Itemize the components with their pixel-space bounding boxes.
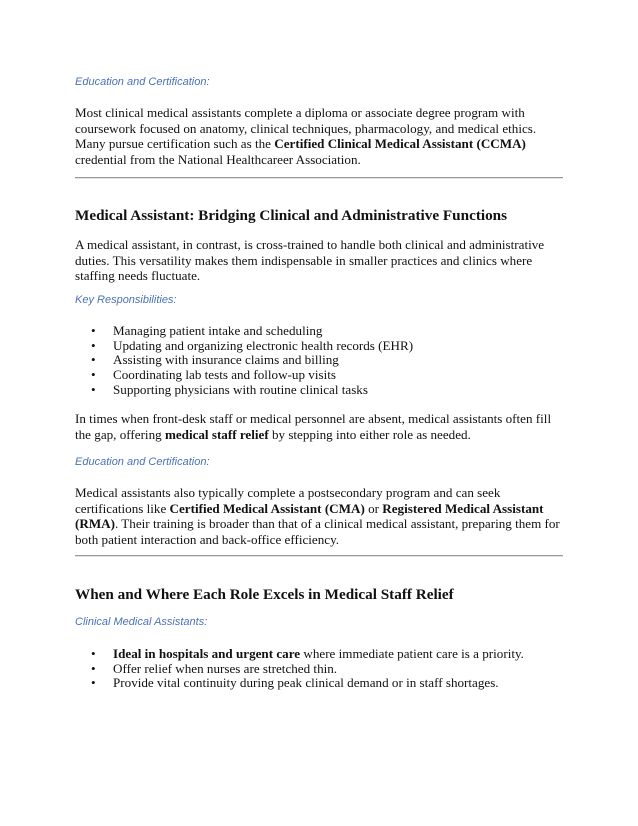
intro-paragraph: A medical assistant, in contrast, is cross-trained to handle both clinical and administrative duties. This versatility makes them indispensable in smaller practices and clinics where staffing needs fluctuate.	[75, 237, 545, 283]
list-item: • Updating and organizing electronic health records (EHR)	[91, 337, 414, 353]
list-item: • Assisting with insurance claims and billing	[91, 352, 339, 368]
bullet-icon: •	[91, 367, 96, 383]
list-item: • Ideal in hospitals and urgent care where immediate patient care is a priority.	[91, 646, 524, 661]
staff-relief-paragraph: In times when front-desk staff or medical personnel are absent, medical assistants often fill the gap, offering medical staff relief by stepping into either role as needed.	[75, 411, 552, 442]
list-item: • Provide vital continuity during peak clinical demand or in staff shortages.	[91, 675, 499, 691]
education-subheading: Education and Certification:	[75, 76, 210, 88]
ccma-paragraph: Most clinical medical assistants complete a diploma or associate degree program with coursework focused on anatomy, clinical techniques, pharmacology, and medical ethics. Many pursue certification such as the Certified Clinical Medical Assistant (CCMA) credential from the National Healthcareer Association.	[75, 105, 537, 167]
certification-paragraph: Medical assistants also typically complete a postsecondary program and can seek certifications like Certified Medical Assistant (CMA) or Registered Medical Assistant (RMA). Their training is broader than that of a clinical medical assistant, preparing them for both patient interaction and back-office efficiency.	[75, 485, 560, 547]
bullet-icon: •	[91, 337, 96, 353]
education-subheading-2: Education and Certification:	[75, 456, 210, 468]
clinical-assistants-subheading: Clinical Medical Assistants:	[75, 616, 208, 628]
role-excels-heading: When and Where Each Role Excels in Medical Staff Relief	[75, 586, 454, 603]
list-item: • Offer relief when nurses are stretched thin.	[91, 660, 338, 676]
bullet-icon: •	[91, 646, 96, 661]
section-divider	[75, 177, 563, 179]
section-divider	[75, 555, 563, 557]
list-item: • Managing patient intake and scheduling	[91, 323, 323, 338]
key-responsibilities-subheading: Key Responsibilities:	[75, 294, 177, 306]
bullet-icon: •	[91, 381, 96, 397]
bullet-icon: •	[91, 352, 96, 368]
clinical-list	[75, 647, 524, 691]
bullet-icon: •	[91, 323, 96, 338]
responsibilities-list	[75, 324, 413, 398]
list-item: • Supporting physicians with routine clinical tasks	[91, 381, 368, 397]
bullet-icon: •	[91, 675, 96, 691]
list-item: • Coordinating lab tests and follow-up visits	[91, 367, 336, 383]
medical-assistant-heading: Medical Assistant: Bridging Clinical and Administrative Functions	[75, 207, 508, 224]
bullet-icon: •	[91, 660, 96, 676]
